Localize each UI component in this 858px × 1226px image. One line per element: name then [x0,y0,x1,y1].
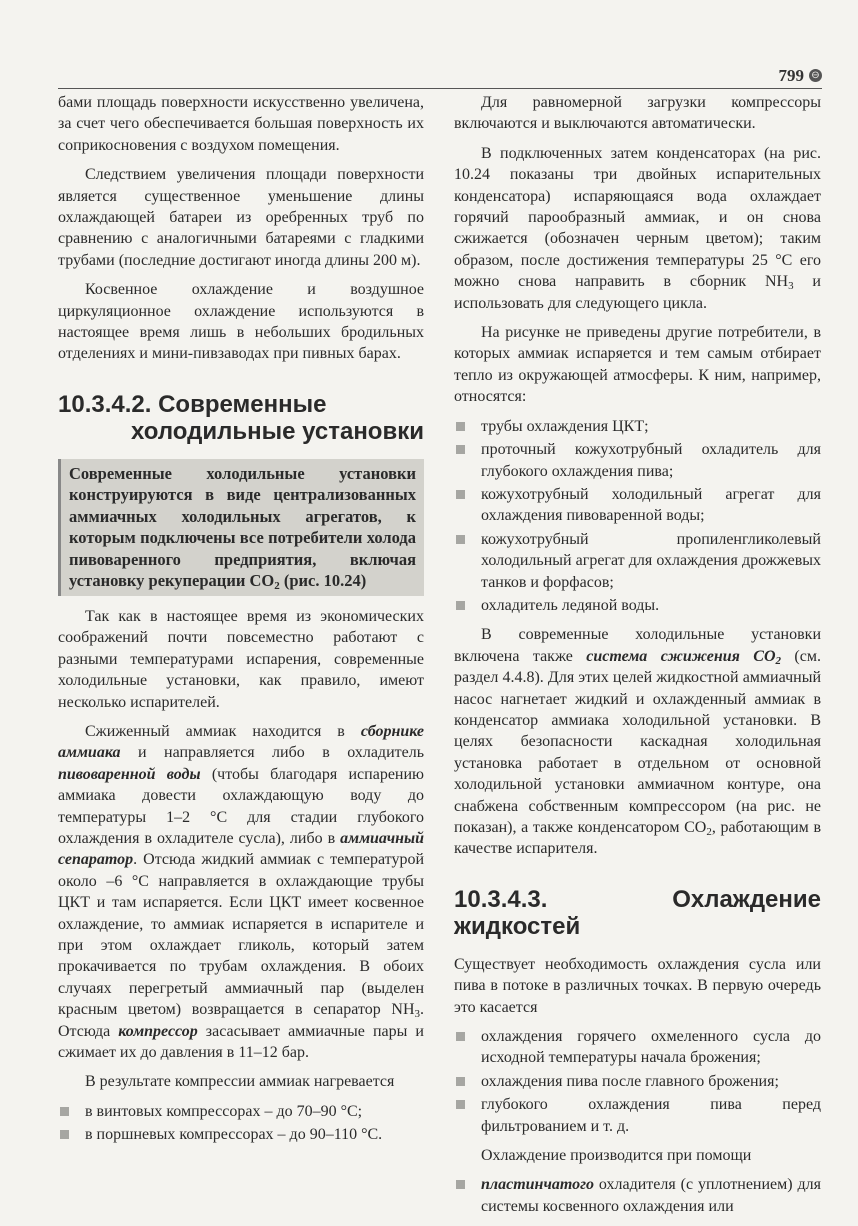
bullet-square-icon [60,1130,69,1139]
paragraph: В результате компрессии аммиак нагревается [85,1073,395,1091]
callout-text: Современные холодильные установки конструируются в виде централизованных аммиачных холодильных агрегатов, к которым подключены все потребители холода пивоваренного предприятия, включая установку рекуперации [69,463,416,591]
term: аммиачный сепаратор [58,829,424,869]
left-column [58,92,424,1154]
list-item: в винтовых компрессорах – до 70–90 °С; [58,1101,424,1122]
callout-sub: 2 [274,580,280,593]
list-item: кожухотрубный пропиленгликолевый холодильный агрегат для охлаждения дрожжевых танков и форфасов; [454,529,821,593]
paragraph: Охлаждение производится при помощи [481,1147,752,1165]
paragraph: Для равномерной загрузки компрессоры включаются и выключаются автоматически. [454,94,821,133]
callout-chem: CO [249,571,275,591]
bullet-square-icon [456,422,465,431]
paragraph: В современные холодильные установки включена также система сжижения $CO_2$ (см. раздел 4.4.8). Для этих целей жидкостной аммиачный насос нагнетает жидкий и охлажденный аммиак в конденсатор аммиака холодильной установки. В целях безопасности каскадная холодильная установка работает в отдельном от основной холодильной установки аммиачном контуре, она снабжена собственным компрессором (на рис. не показан), а также конденсатором $CO_2$, работающим в качестве испарителя. [454,626,821,858]
bullet-square-icon [456,1032,465,1041]
list-item: охладитель ледяной воды. [454,595,821,616]
page-header [58,66,822,89]
bullet-list [454,416,821,617]
paragraph: бами площадь поверхности искусственно увеличена, за счет чего обеспечивается большая поверхность их соприкосновения с воздухом помещения. [58,94,424,154]
bullet-square-icon [456,1180,465,1189]
callout-ref: (рис. 10.24) [279,571,367,591]
bullet-square-icon [456,601,465,610]
paragraph: Сжиженный аммиак находится в сборнике аммиака и направляется либо в охладитель пивоваренной воды (чтобы благодаря испарению аммиака довести охлаждающую воду до температуры 1–2 °С для стадии глубокого охлаждения в охладителе сусла), либо в аммиачный сепаратор. Отсюда жидкий аммиак с температурой около –6 °С направляется в охлаждающие трубы ЦКТ и там испаряется. Если ЦКТ имеет косвенное охлаждение, то аммиак испаряется в испарителе и при этом охлаждает гликоль, который затем прокачивается по трубам охлаждения. В обоих случаях перегретый аммиачный пар (выделен красным цветом) возвращается в сепаратор $NH_3$. Отсюда компрессор засасывает аммиачные пары и сжимает их до давления в 11–12 бар. [58,722,424,1061]
heading-line-2: холодильные установки [131,417,424,445]
list-item: трубы охлаждения ЦКТ; [454,416,821,437]
right-column [454,92,821,1225]
bullet-list [454,1174,821,1217]
term: система сжижения $CO_2$ [586,647,782,667]
list-item: охлаждения горячего охмеленного сусла до исходной температуры начала брожения; [454,1026,821,1069]
term: компрессор [118,1022,198,1040]
paragraph: Косвенное охлаждение и воздушное циркуляционное охлаждение используются в настоящее время лишь в небольших бродильных отделениях и мини-пивзаводах при пивных барах. [58,281,424,363]
bullet-square-icon [456,1077,465,1086]
paragraph: В подключенных затем конденсаторах (на рис. 10.24 показаны три двойных испарительных конденсатора) испаряющаяся вода охлаждает горячий парообразный аммиак, и он снова сжижается (обозначен черным цветом); таким образом, после достижения температуры 25 °С его можно снова направить в сборник $NH_3$ и использовать для следующего цикла. [454,144,821,312]
heading-line-1: 10.3.4.2. Современные [58,390,327,418]
list-item: глубокого охлаждения пива перед фильтрованием и т. д. [454,1094,821,1137]
term: сборнике аммиака [58,722,424,762]
callout-box [58,459,424,596]
section-heading: 10.3.4.3. Охлаждение жидкостей [454,885,821,940]
section-heading [58,391,424,445]
bullet-square-icon [456,445,465,454]
list-item: проточный кожухотрубный охладитель для глубокого охлаждения пива; [454,439,821,482]
list-item: пластинчатого охладителя (с уплотнением) для системы косвенного охлаждения или [454,1174,821,1217]
paragraph: Следствием увеличения площади поверхности является существенное уменьшение длины охлаждающей батареи из оребренных труб по сравнению с аналогичными батареями с гладкими трубами (последние достигают иногда длины 200 м). [58,166,424,269]
list-item: кожухотрубный холодильный агрегат для охлаждения пивоваренной воды; [454,484,821,527]
bullet-square-icon [60,1107,69,1116]
bullet-square-icon [456,1100,465,1109]
list-item: в поршневых компрессорах – до 90–110 °С. [58,1124,424,1145]
bullet-list [58,1101,424,1146]
page-number: 799 [778,66,804,85]
bullet-square-icon [456,535,465,544]
term: пивоваренной воды [58,765,201,783]
bullet-square-icon [456,490,465,499]
list-item: охлаждения пива после главного брожения; [454,1071,821,1092]
paragraph: Так как в настоящее время из экономических соображений почти повсеместно работают с разными температурами испарения, современные холодильные установки, как правило, имеют несколько испарителей. [58,607,424,711]
term: пластинчатого [481,1176,594,1194]
bullet-list [454,1026,821,1137]
page-marker-icon: ⊖ [809,69,822,82]
paragraph: Существует необходимость охлаждения сусла или пива в потоке в различных точках. В первую очередь это касается [454,955,821,1016]
paragraph: На рисунке не приведены другие потребители, в которых аммиак испаряется и тем самым отбирает тепло из окружающей атмосферы. К ним, например, относятся: [454,324,821,406]
